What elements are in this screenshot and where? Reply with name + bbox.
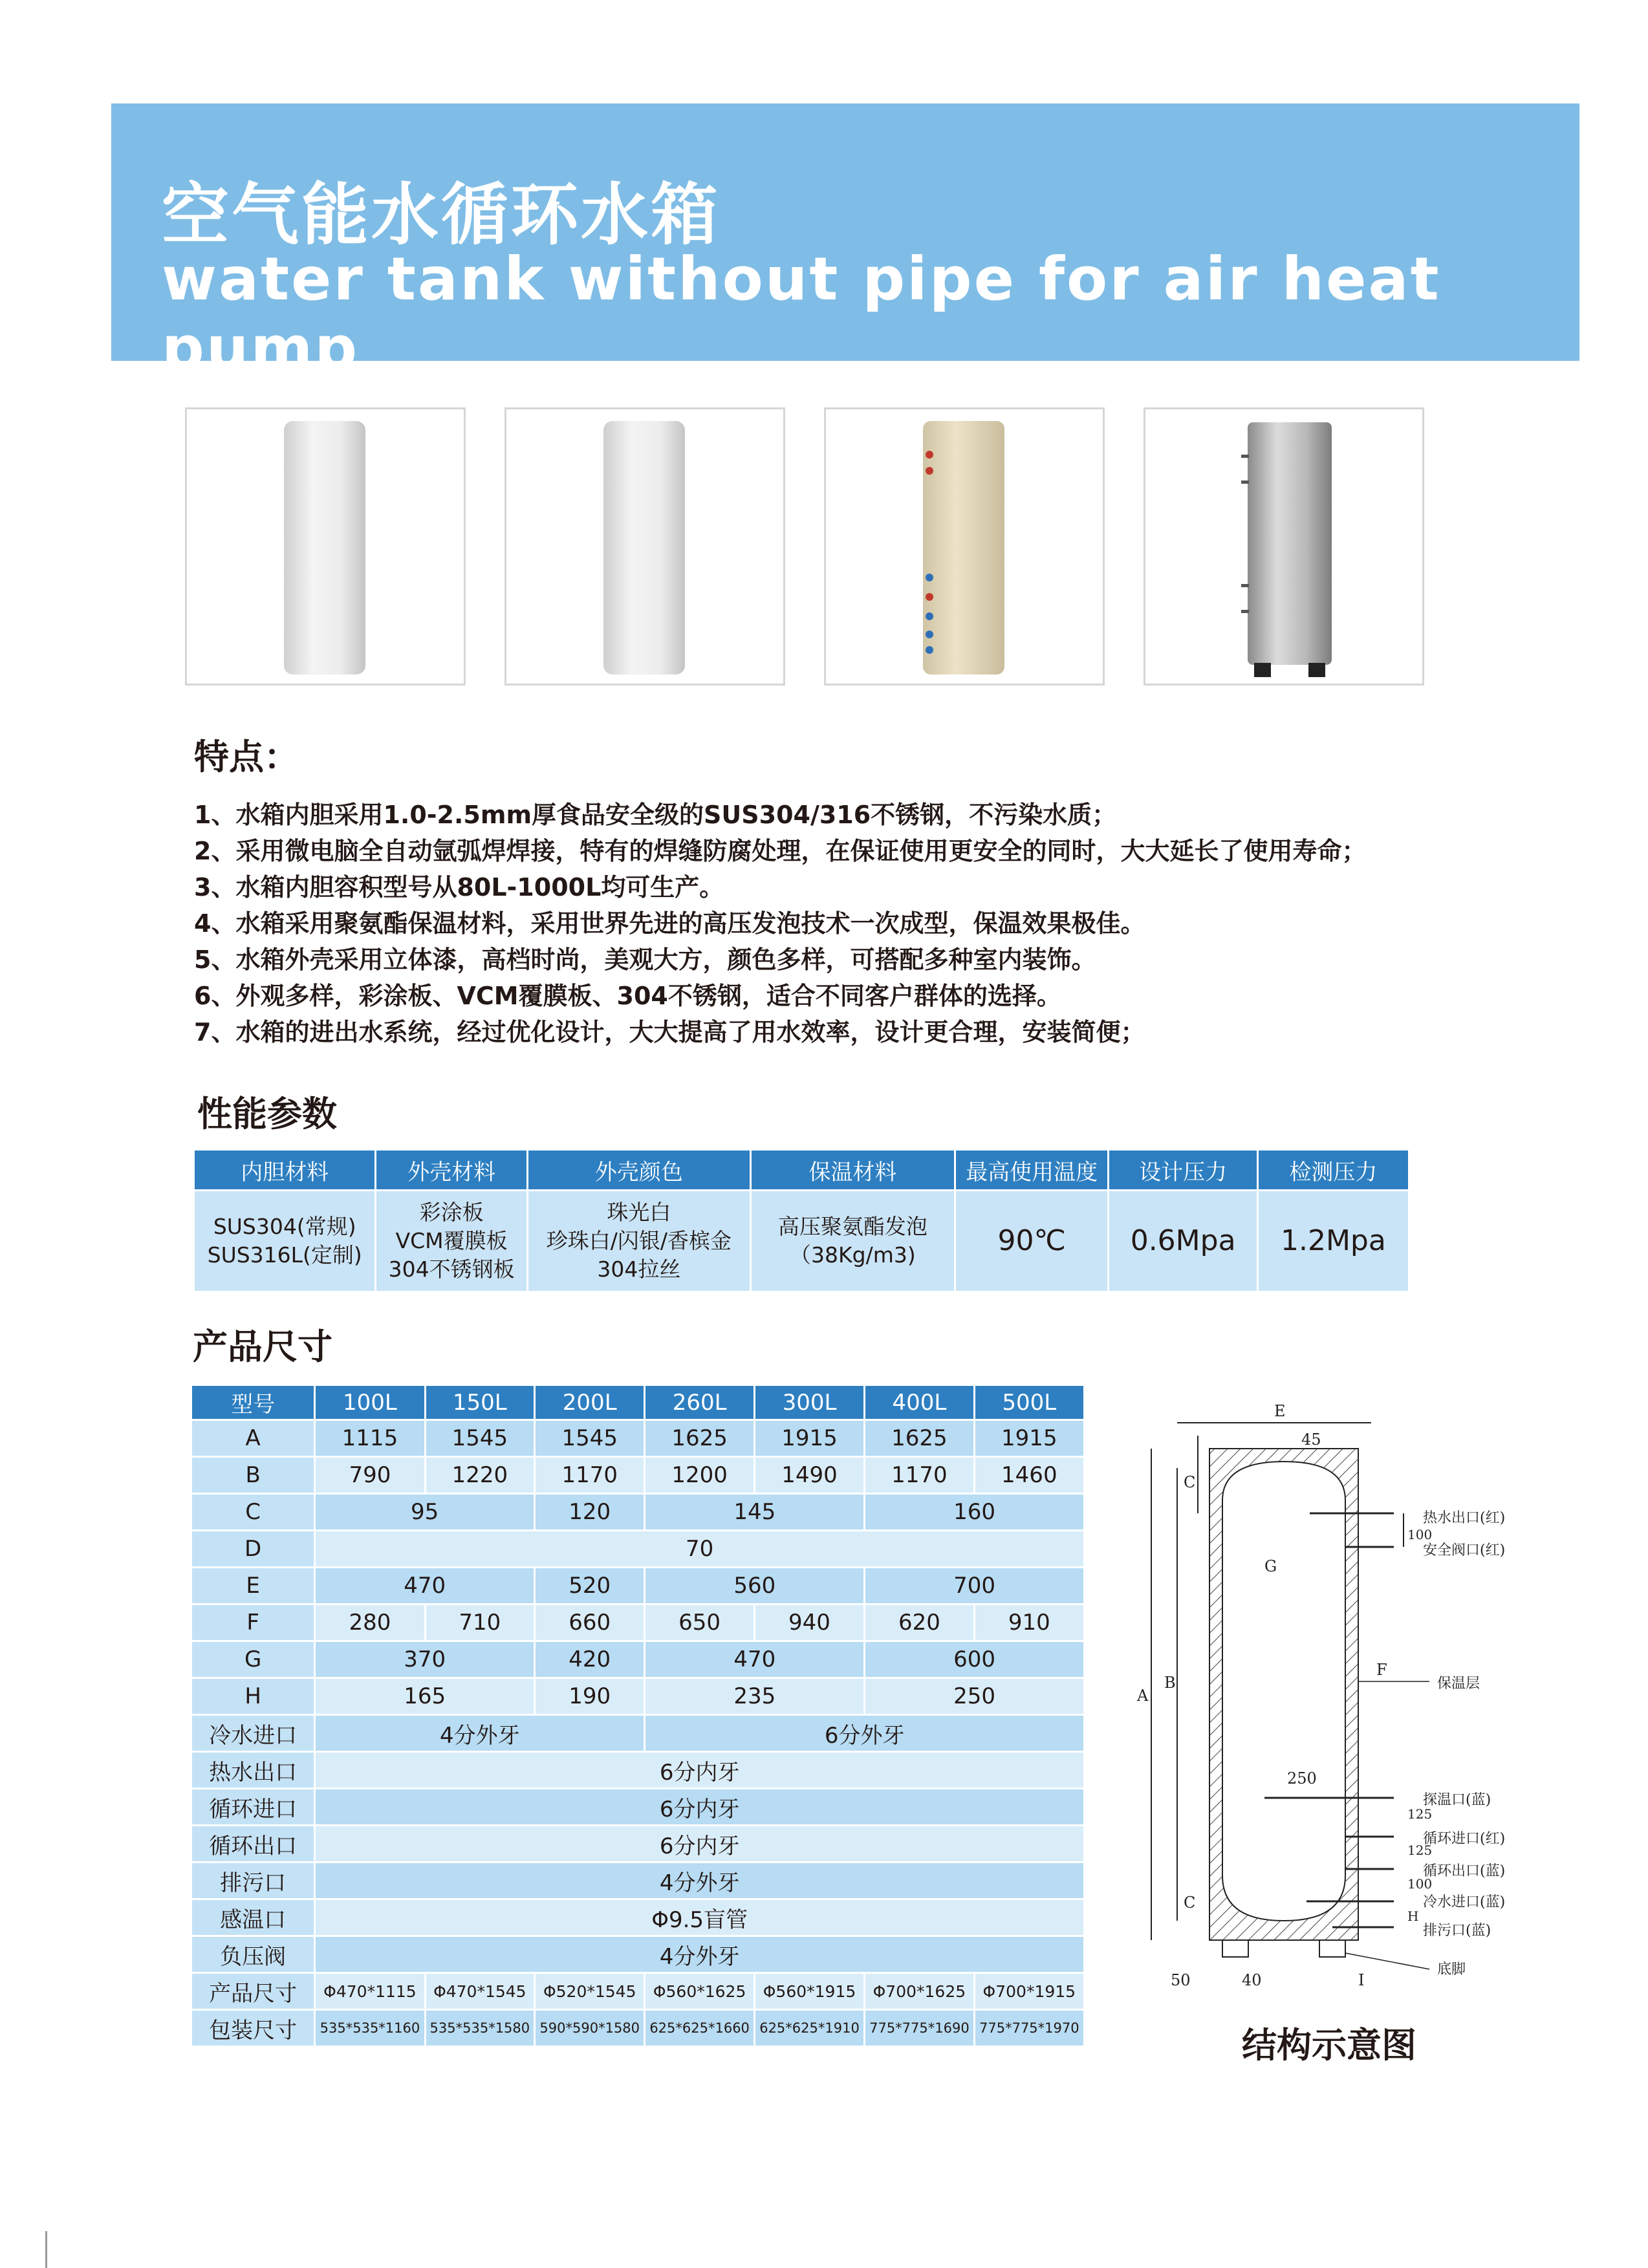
perf-insulation-line: 高压聚氨酯发泡 <box>777 1214 927 1239</box>
product-photo-beige <box>824 407 1105 686</box>
cell: 650 <box>645 1604 754 1641</box>
perf-header-design-pressure: 设计压力 <box>1109 1150 1257 1191</box>
cell: 235 <box>645 1678 865 1715</box>
feature-item: 5、水箱外壳采用立体漆，高档时尚，美观大方，颜色多样，可搭配多种室内装饰。 <box>194 945 1096 974</box>
label-circ-in: 循环进口(红) <box>1423 1831 1506 1847</box>
cell: 280 <box>315 1604 425 1641</box>
perf-header-color: 外壳颜色 <box>527 1150 750 1191</box>
cell: 700 <box>865 1568 1085 1604</box>
cell: 910 <box>974 1604 1084 1641</box>
tank-image <box>1145 409 1422 684</box>
title-chinese: 空气能水循环水箱 <box>162 175 721 254</box>
cell: 660 <box>535 1604 645 1641</box>
label-probe: 探温口(蓝) <box>1423 1792 1491 1808</box>
dim-header-300L: 300L <box>754 1385 864 1420</box>
dim-H: H <box>1407 1908 1419 1924</box>
cell: Φ560*1625 <box>645 1973 754 2010</box>
table-row <box>191 1457 1085 1494</box>
dim-F: F <box>1376 1661 1387 1679</box>
row-label-product-size: 产品尺寸 <box>191 1973 315 2010</box>
dim-header-150L: 150L <box>425 1385 534 1420</box>
row-label-B: B <box>191 1457 315 1494</box>
row-label-H: H <box>191 1678 315 1715</box>
product-photo-white-1 <box>185 407 466 686</box>
row-label-package-size: 包装尺寸 <box>191 2010 315 2047</box>
cell: 1170 <box>535 1457 645 1494</box>
dimensions-table <box>190 1384 1085 2047</box>
performance-table <box>193 1149 1410 1293</box>
cell: 470 <box>645 1641 865 1678</box>
cell: 1625 <box>645 1420 754 1457</box>
cell: 6分内牙 <box>315 1789 1085 1826</box>
dim-B: B <box>1164 1674 1176 1692</box>
dim-A: A <box>1137 1687 1149 1705</box>
foot-right <box>1319 1940 1345 1957</box>
product-photo-stainless <box>1144 407 1424 686</box>
perf-liner-line: SUS316L(定制) <box>207 1242 362 1268</box>
dim-50: 50 <box>1171 1971 1191 1989</box>
table-row <box>191 1863 1085 1899</box>
row-label-F: F <box>191 1604 315 1641</box>
cell: Φ560*1915 <box>754 1973 864 2010</box>
perf-insulation-line: （38Kg/m3) <box>790 1242 916 1268</box>
cell: 940 <box>754 1604 864 1641</box>
perf-liner-line: SUS304(常规) <box>213 1214 356 1239</box>
foot-left <box>1222 1940 1248 1957</box>
tank-image <box>826 409 1103 684</box>
cell: 775*775*1690 <box>865 2010 974 2047</box>
cell: 710 <box>425 1604 534 1641</box>
perf-test-pressure: 1.2Mpa <box>1257 1191 1409 1292</box>
dim-header-200L: 200L <box>535 1385 645 1420</box>
perf-header-shell: 外壳材料 <box>376 1150 527 1191</box>
cell: 120 <box>535 1494 645 1531</box>
cell: 625*625*1910 <box>754 2010 864 2047</box>
row-label-circ-in: 循环进口 <box>191 1789 315 1826</box>
table-row <box>191 1604 1085 1641</box>
diagram-caption: 结构示意图 <box>1242 2025 1416 2066</box>
cell: 4分外牙 <box>315 1936 1085 1973</box>
row-label-C: C <box>191 1494 315 1531</box>
label-insulation: 保温层 <box>1437 1676 1480 1692</box>
cell: 625*625*1660 <box>645 2010 754 2047</box>
tank-image <box>187 409 464 684</box>
cell: 370 <box>315 1641 535 1678</box>
table-row <box>191 1752 1085 1789</box>
cell: 160 <box>865 1494 1085 1531</box>
cell: 1170 <box>865 1457 974 1494</box>
cell: 1200 <box>645 1457 754 1494</box>
dim-C-top: C <box>1184 1473 1196 1491</box>
cell: Φ700*1915 <box>974 1973 1084 2010</box>
table-row <box>191 1789 1085 1826</box>
table-row <box>191 1641 1085 1678</box>
table-row <box>191 1973 1085 2010</box>
cell: 1460 <box>974 1457 1084 1494</box>
cell: 560 <box>645 1568 865 1604</box>
cell: 1490 <box>754 1457 864 1494</box>
dim-100-bottom: 100 <box>1407 1876 1433 1892</box>
table-row <box>191 1568 1085 1604</box>
dim-E: E <box>1274 1402 1286 1420</box>
dim-header-260L: 260L <box>645 1385 754 1420</box>
label-hot-out: 热水出口(红) <box>1423 1510 1506 1526</box>
row-label-drain: 排污口 <box>191 1863 315 1899</box>
dim-250: 250 <box>1287 1769 1317 1787</box>
dim-125-b: 125 <box>1407 1842 1433 1858</box>
row-label-vacuum: 负压阀 <box>191 1936 315 1973</box>
cell: 1545 <box>535 1420 645 1457</box>
cell: 1915 <box>754 1420 864 1457</box>
row-label-D: D <box>191 1531 315 1568</box>
cell: Φ9.5盲管 <box>315 1899 1085 1936</box>
perf-color <box>527 1191 750 1292</box>
dim-40: 40 <box>1242 1971 1262 1989</box>
table-row <box>191 1531 1085 1568</box>
cell: 165 <box>315 1678 535 1715</box>
feature-item: 4、水箱采用聚氨酯保温材料，采用世界先进的高压发泡技术一次成型，保温效果极佳。 <box>194 909 1145 938</box>
structure-diagram <box>1125 1384 1617 1992</box>
tank-image <box>506 409 783 684</box>
dimensions-heading: 产品尺寸 <box>193 1326 332 1367</box>
title-english: water tank without pipe for air heat pump <box>162 244 1441 383</box>
dim-G: G <box>1264 1557 1277 1575</box>
row-label-E: E <box>191 1568 315 1604</box>
perf-shell-line: VCM覆膜板 <box>395 1228 508 1253</box>
cell: Φ470*1545 <box>425 1973 534 2010</box>
dim-45: 45 <box>1301 1431 1321 1449</box>
perf-shell-line: 彩涂板 <box>419 1200 484 1225</box>
cell: 590*590*1580 <box>535 2010 645 2047</box>
feature-item: 3、水箱内胆容积型号从80L-1000L均可生产。 <box>194 873 724 902</box>
table-row <box>191 1420 1085 1457</box>
cell: 520 <box>535 1568 645 1604</box>
perf-color-line: 珍珠白/闪银/香槟金 <box>546 1228 732 1253</box>
table-row <box>191 2010 1085 2047</box>
cell: 1220 <box>425 1457 534 1494</box>
dim-125-a: 125 <box>1407 1806 1433 1822</box>
cell: 1915 <box>974 1420 1084 1457</box>
cell: 6分内牙 <box>315 1752 1085 1789</box>
feature-item: 2、采用微电脑全自动氩弧焊焊接，特有的焊缝防腐处理，在保证使用更安全的同时，大大延长了使用寿命； <box>194 837 1367 865</box>
cell: Φ700*1625 <box>865 1973 974 2010</box>
cell: 470 <box>315 1568 535 1604</box>
cell: Φ470*1115 <box>315 1973 425 2010</box>
cell: 145 <box>645 1494 865 1531</box>
dim-C-bottom: C <box>1184 1894 1196 1912</box>
cell: 775*775*1970 <box>974 2010 1084 2047</box>
product-photo-white-2 <box>504 407 785 686</box>
cell: 95 <box>315 1494 535 1531</box>
perf-color-line: 304拉丝 <box>597 1257 681 1282</box>
row-label-cold-in: 冷水进口 <box>191 1715 315 1752</box>
perf-header-test-pressure: 检测压力 <box>1257 1150 1409 1191</box>
cell: 535*535*1580 <box>425 2010 534 2047</box>
label-circ-out: 循环出口(蓝) <box>1423 1863 1506 1879</box>
row-label-sensor: 感温口 <box>191 1899 315 1936</box>
cell: 600 <box>865 1641 1085 1678</box>
perf-header-liner: 内胆材料 <box>194 1150 376 1191</box>
perf-header-insulation: 保温材料 <box>750 1150 955 1191</box>
perf-header-max-temp: 最高使用温度 <box>955 1150 1109 1191</box>
cell: 6分外牙 <box>645 1715 1085 1752</box>
table-row <box>191 1678 1085 1715</box>
dim-header-400L: 400L <box>865 1385 974 1420</box>
label-foot: 底脚 <box>1437 1961 1466 1978</box>
cell: 620 <box>865 1604 974 1641</box>
perf-shell <box>376 1191 527 1292</box>
perf-insulation <box>750 1191 955 1292</box>
table-row <box>191 1936 1085 1973</box>
feature-item: 1、水箱内胆采用1.0-2.5mm厚食品安全级的SUS304/316不锈钢，不污染水质； <box>194 801 1117 829</box>
row-label-G: G <box>191 1641 315 1678</box>
row-label-hot-out: 热水出口 <box>191 1752 315 1789</box>
perf-color-line: 珠光白 <box>607 1200 671 1225</box>
cell: 1625 <box>865 1420 974 1457</box>
perf-shell-line: 304不锈钢板 <box>388 1257 515 1282</box>
dim-I: I <box>1358 1971 1365 1989</box>
table-row <box>191 1715 1085 1752</box>
cell: 420 <box>535 1641 645 1678</box>
dim-header-100L: 100L <box>315 1385 425 1420</box>
cell: 790 <box>315 1457 425 1494</box>
label-drain: 排污口(蓝) <box>1423 1923 1491 1939</box>
cell: Φ520*1545 <box>535 1973 645 2010</box>
feature-item: 6、外观多样，彩涂板、VCM覆膜板、304不锈钢，适合不同客户群体的选择。 <box>194 982 1061 1010</box>
cell: 535*535*1160 <box>315 2010 425 2047</box>
cell: 190 <box>535 1678 645 1715</box>
title-banner <box>111 103 1579 383</box>
features-list <box>194 797 1617 1050</box>
dim-header-model: 型号 <box>191 1385 315 1420</box>
table-row <box>191 1899 1085 1936</box>
cell: 4分外牙 <box>315 1863 1085 1899</box>
perf-design-pressure: 0.6Mpa <box>1109 1191 1257 1292</box>
label-cold-in: 冷水进口(蓝) <box>1423 1894 1506 1910</box>
feature-item: 7、水箱的进出水系统，经过优化设计，大大提高了用水效率，设计更合理，安装简便； <box>194 1018 1145 1046</box>
dim-100-top: 100 <box>1407 1527 1433 1542</box>
performance-heading: 性能参数 <box>197 1094 337 1134</box>
cell: 4分外牙 <box>315 1715 645 1752</box>
table-row <box>191 1494 1085 1531</box>
row-label-A: A <box>191 1420 315 1457</box>
crop-mark <box>45 2231 47 2268</box>
cell: 1115 <box>315 1420 425 1457</box>
features-heading: 特点： <box>194 737 299 777</box>
inner-tank <box>1222 1462 1345 1921</box>
table-row <box>191 1826 1085 1863</box>
cell: 6分内牙 <box>315 1826 1085 1863</box>
perf-max-temp: 90℃ <box>955 1191 1109 1292</box>
cell: 250 <box>865 1678 1085 1715</box>
dim-header-500L: 500L <box>974 1385 1084 1420</box>
cell: 1545 <box>425 1420 534 1457</box>
cell: 70 <box>315 1531 1085 1568</box>
row-label-circ-out: 循环出口 <box>191 1826 315 1863</box>
perf-liner <box>194 1191 376 1292</box>
label-safety-valve: 安全阀口(红) <box>1423 1542 1506 1559</box>
